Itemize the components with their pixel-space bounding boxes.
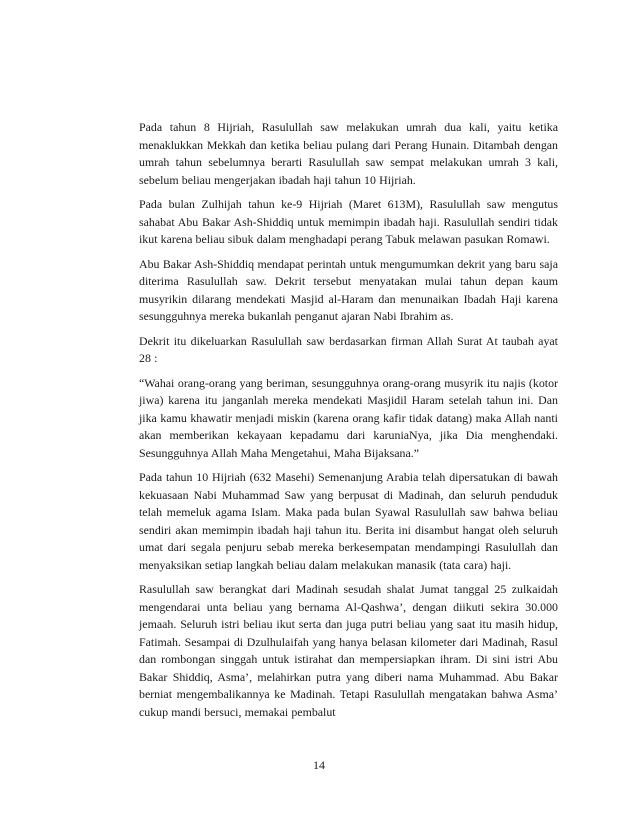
paragraph-zulhijah-9-hijriah: Pada bulan Zulhijah tahun ke-9 Hijriah (Maret 613M), Rasulullah saw mengutus sahabat Abu Bakar Ash-Shiddiq untuk memimpin ibadah haji. Rasulullah sendiri tidak ikut karena beliau sibuk dalam menghadapi perang Tabuk melawan pasukan Romawi. <box>139 197 558 246</box>
body-text <box>139 119 558 728</box>
paragraph-umrah-8-hijriah: Pada tahun 8 Hijriah, Rasulullah saw melakukan umrah dua kali, yaitu ketika menaklukkan Mekkah dan ketika beliau pulang dari Perang Hunain. Ditambah dengan umrah tahun sebelumnya berarti Rasulullah saw sempat melakukan umrah 3 kali, sebelum beliau mengerjakan ibadah haji tahun 10 Hijriah. <box>139 120 558 187</box>
paragraph-quote-at-taubah: “Wahai orang-orang yang beriman, sesungguhnya orang-orang musyrik itu najis (kotor jiwa) karena itu janganlah mereka mendekati Masjidil Haram setelah tahun ini. Dan jika kamu khawatir menjadi miskin (karena orang kafir tidak datang) maka Allah nanti akan memberikan kekayaan kepadamu dari karuniaNya, jika Dia menghendaki. Sesungguhnya Allah Maha Mengetahui, Maha Bijaksana.” <box>139 375 558 460</box>
paragraph-10-hijriah: Pada tahun 10 Hijriah (632 Masehi) Semenanjung Arabia telah dipersatukan di bawah kekuasaan Nabi Muhammad Saw yang berpusat di Madinah, dan seluruh penduduk telah memeluk agama Islam. Maka pada bulan Syawal Rasulullah saw bahwa beliau sendiri akan memimpin ibadah haji tahun itu. Berita ini disambut hangat oleh seluruh umat dari segala penjuru sebab mereka berkesempatan mendampingi Rasulullah dan menyaksikan setiap langkah beliau dalam melakukan manasik (tata cara) haji. <box>139 470 558 572</box>
paragraph-berangkat-madinah: Rasulullah saw berangkat dari Madinah sesudah shalat Jumat tanggal 25 zulkaidah mengendarai unta beliau yang bernama Al-Qashwa’, dengan diikuti sekira 30.000 jemaah. Seluruh istri beliau ikut serta dan juga putri beliau yang saat itu masih hidup, Fatimah. Sesampai di Dzulhulaifah yang hanya belasan kilometer dari Madinah, Rasul dan rombongan singgah untuk istirahat dan mempersiapkan ihram. Di sini istri Abu Bakar Shiddiq, Asma’, melahirkan putra yang diberi nama Muhammad. Abu Bakar berniat mengembalikannya ke Madinah. Tetapi Rasulullah mengatakan bahwa Asma’ cukup mandi bersuci, memakai pembalut <box>139 582 558 719</box>
paragraph-dekrit-firman: Dekrit itu dikeluarkan Rasulullah saw berdasarkan firman Allah Surat At taubah ayat 28 : <box>139 333 558 365</box>
page-number: 14 <box>313 758 325 772</box>
paragraph-abu-bakar-dekrit: Abu Bakar Ash-Shiddiq mendapat perintah untuk mengumumkan dekrit yang baru saja diterima Rasulullah saw. Dekrit tersebut menyatakan mulai tahun depan kaum musyrikin dilarang mendekati Masjid al-Haram dan menunaikan Ibadah Haji karena sesungguhnya mereka bukanlah penganut ajaran Nabi Ibrahim as. <box>139 256 558 323</box>
